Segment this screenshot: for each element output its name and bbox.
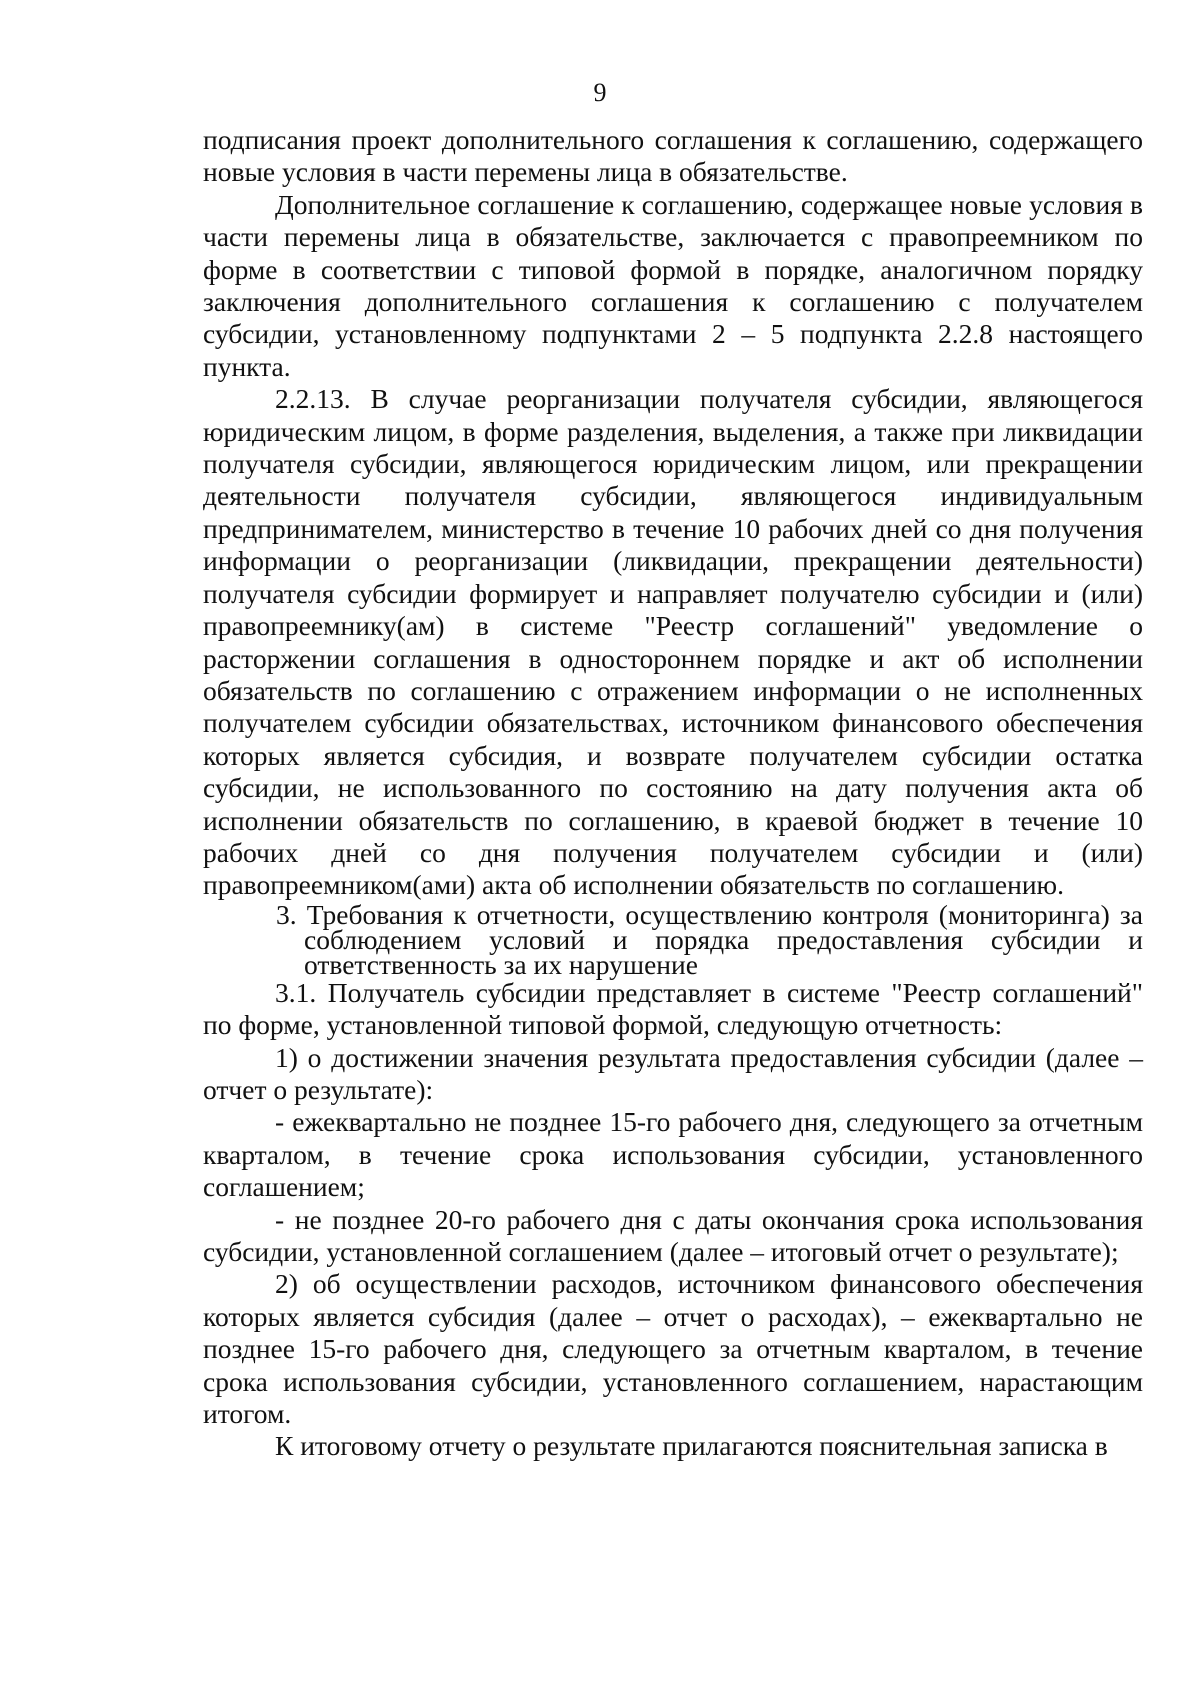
- paragraph-clause-3-1: 3.1. Получатель субсидии представляет в системе "Реестр соглашений" по форме, установленной типовой формой, следующую отчетность:: [203, 976, 1143, 1041]
- paragraph: Дополнительное соглашение к соглашению, содержащее новые условия в части перемены лица в обязательстве, заключается с правопреемником по форме в соответствии с типовой формой в порядке, аналогичном порядку заключения дополнительного соглашения к соглашению с получателем субсидии, установленному подпунктами 2 – 5 подпункта 2.2.8 настоящего пункта.: [203, 188, 1143, 382]
- paragraph-list-item: - не позднее 20-го рабочего дня с даты окончания срока использования субсидии, установленной соглашением (далее – итоговый отчет о результате);: [203, 1203, 1143, 1267]
- paragraph-list-item: 1) о достижении значения результата предоставления субсидии (далее – отчет о результате):: [203, 1041, 1143, 1105]
- paragraph-clause-2-2-13: 2.2.13. В случае реорганизации получателя субсидии, являющегося юридическим лицом, в форме разделения, выделения, а также при ликвидации получателя субсидии, являющегося юридическим лицом, или прекращении деятельности получателя субсидии, являющегося индивидуальным предпринимателем, министерство в течение 10 рабочих дней со дня получения информации о реорганизации (ликвидации, прекращении деятельности) получателя субсидии формирует и направляет получателю субсидии и (или) правопреемнику(ам) в системе "Реестр соглашений" уведомление о расторжении соглашения в одностороннем порядке и акт об исполнении обязательств по соглашению с отражением информации о не исполненных получателем субсидии обязательствах, источником финансового обеспечения которых является субсидия, и возврате получателем субсидии остатка субсидии, не использованного по состоянию на дату получения акта об исполнении обязательств по соглашению, в краевой бюджет в течение 10 рабочих дней со дня получения получателем субсидии и (или) правопреемником(ами) акта об исполнении обязательств по соглашению.: [203, 383, 1143, 901]
- page-number: 9: [593, 78, 607, 107]
- document-body: [203, 124, 1143, 1463]
- paragraph: К итоговому отчету о результате прилагаются пояснительная записка в: [275, 1430, 1108, 1462]
- paragraph: подписания проект дополнительного соглашения к соглашению, содержащего новые условия в части перемены лица в обязательстве.: [203, 124, 1143, 188]
- paragraph-list-item: 2) об осуществлении расходов, источником финансового обеспечения которых является субсидия (далее – отчет о расходах), – ежеквартально не позднее 15-го рабочего дня, следующего за отчетным кварталом, в течение срока использования субсидии, установленного соглашением, нарастающим итогом.: [203, 1268, 1143, 1430]
- section-heading: 3. Требования к отчетности, осуществлению контроля (мониторинга) за соблюдением условий и порядка предоставления субсидии и ответственность за их нарушение: [276, 898, 1143, 980]
- paragraph-list-item: - ежеквартально не позднее 15-го рабочего дня, следующего за отчетным кварталом, в течение срока использования субсидии, установленного соглашением;: [203, 1106, 1143, 1203]
